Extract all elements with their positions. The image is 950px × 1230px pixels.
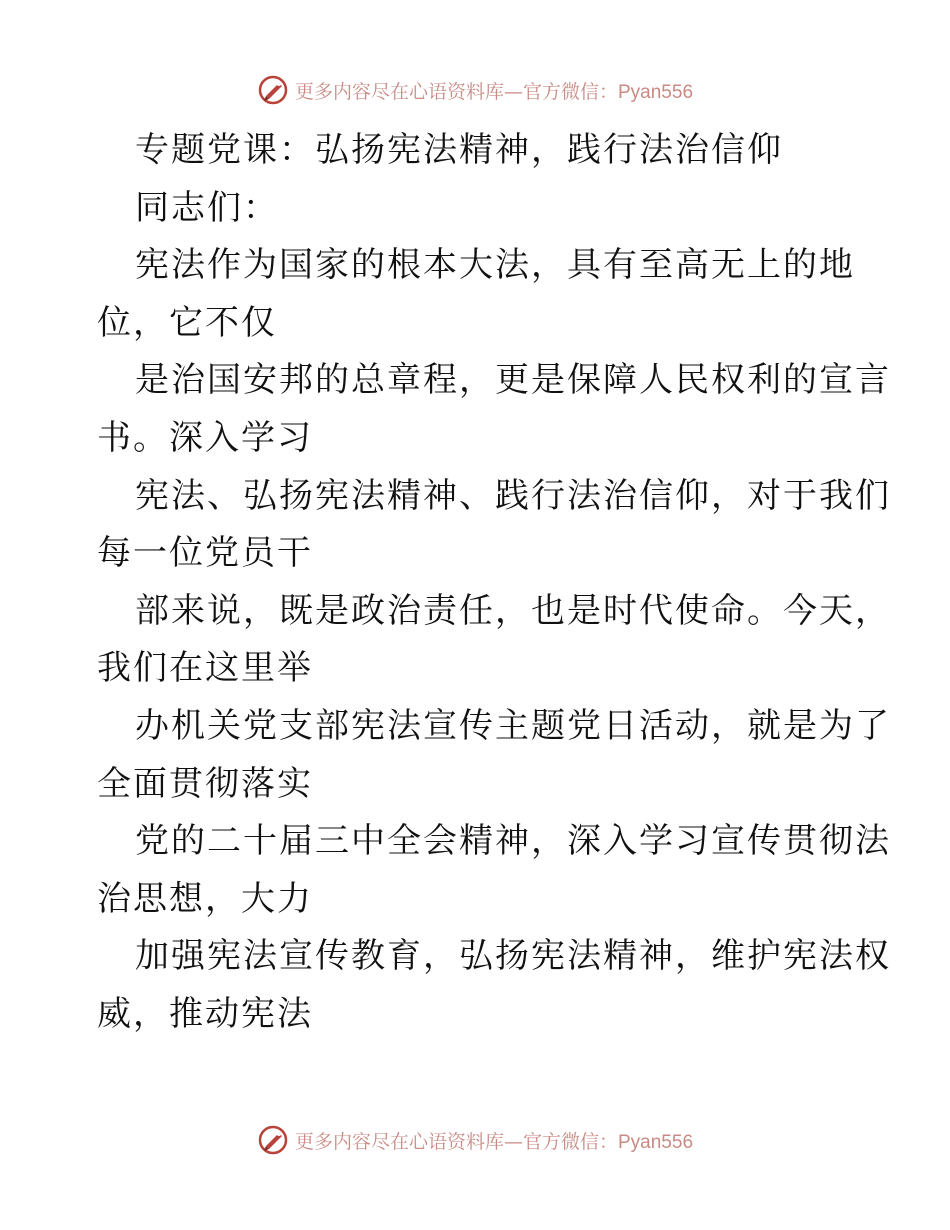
paragraph-line: 党的二十届三中全会精神，深入学习宣传贯彻法	[135, 821, 891, 862]
header-watermark	[0, 70, 950, 110]
paragraph-line: 全面贯彻落实	[97, 763, 313, 804]
watermark-text: 更多内容尽在心语资料库—官方微信：Pyan556	[294, 80, 694, 103]
paragraph-line: 治思想，大力	[97, 878, 313, 919]
paragraph-line: 宪法、弘扬宪法精神、践行法治信仰，对于我们	[135, 475, 891, 516]
document-title: 专题党课：弘扬宪法精神，践行法治信仰	[135, 130, 783, 170]
salutation: 同志们：	[135, 187, 279, 228]
watermark-text: 更多内容尽在心语资料库—官方微信：Pyan556	[294, 1130, 694, 1153]
paragraph-line: 威，推动宪法	[97, 993, 313, 1034]
paragraph-line: 加强宪法宣传教育，弘扬宪法精神，维护宪法权	[135, 936, 891, 977]
paragraph-line: 书。深入学习	[97, 417, 313, 458]
footer-watermark	[0, 1120, 950, 1160]
pen-logo-icon	[257, 1124, 289, 1156]
paragraph-line: 我们在这里举	[97, 648, 313, 689]
paragraph-line: 宪法作为国家的根本大法，具有至高无上的地	[135, 245, 855, 286]
document-body	[97, 122, 891, 1044]
paragraph-line: 办机关党支部宪法宣传主题党日活动，就是为了	[135, 705, 891, 746]
pen-logo-icon	[257, 74, 289, 106]
paragraph-line: 位，它不仅	[97, 302, 277, 343]
paragraph-line: 是治国安邦的总章程，更是保障人民权利的宣言	[135, 360, 891, 401]
paragraph-line: 部来说，既是政治责任，也是时代使命。今天，	[135, 590, 891, 631]
paragraph-line: 每一位党员干	[97, 533, 313, 574]
